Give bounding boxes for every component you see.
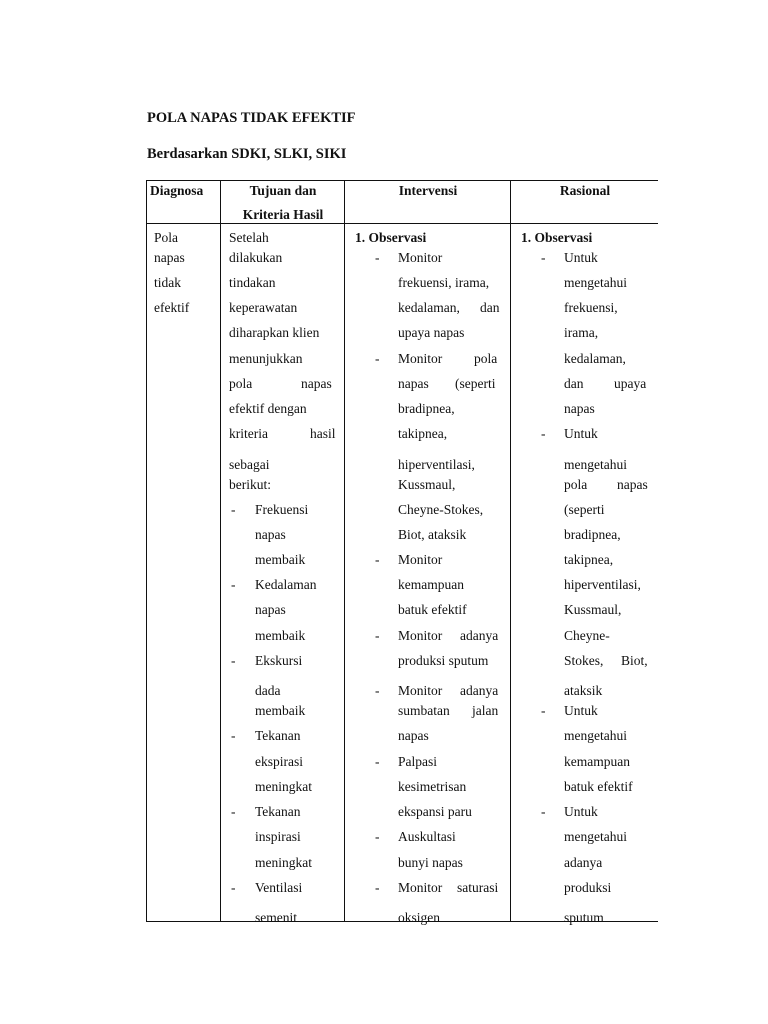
intervensi-text: kesimetrisan (398, 779, 467, 794)
list-dash: - (541, 250, 546, 265)
tujuan-text: efektif dengan (229, 401, 307, 416)
tujuan-text: napas (301, 376, 332, 391)
header-intervensi: Intervensi (398, 183, 458, 198)
intervensi-text: oksigen (398, 910, 440, 925)
table-top-border (146, 180, 658, 181)
intervensi-text: (seperti (455, 376, 496, 391)
intervensi-text: adanya (460, 628, 499, 643)
rasional-text: (seperti (564, 502, 605, 517)
tujuan-criteria: Kedalaman (255, 577, 317, 592)
rasional-text: hiperventilasi, (564, 577, 641, 592)
list-dash: - (541, 703, 546, 718)
intervensi-text: napas (398, 376, 429, 391)
diagnosa-line: Pola (154, 230, 179, 245)
intervensi-text: Monitor (398, 683, 443, 698)
list-dash: - (375, 628, 380, 643)
table-col-border (344, 180, 345, 922)
intervensi-text: sumbatan (398, 703, 450, 718)
rasional-text: mengetahui (564, 457, 627, 472)
rasional-text: adanya (564, 855, 603, 870)
tujuan-text: tindakan (229, 275, 276, 290)
intervensi-text: pola (474, 351, 498, 366)
tujuan-text: pola (229, 376, 253, 391)
rasional-text: bradipnea, (564, 527, 621, 542)
list-dash: - (541, 426, 546, 441)
rasional-text: takipnea, (564, 552, 614, 567)
intervensi-text: produksi sputum (398, 653, 489, 668)
tujuan-criteria: meningkat (255, 855, 312, 870)
tujuan-criteria: Ventilasi (255, 880, 303, 895)
rasional-text: napas (617, 477, 648, 492)
tujuan-text: Setelah (229, 230, 269, 245)
tujuan-text: hasil (310, 426, 336, 441)
rasional-text: Biot, (621, 653, 648, 668)
intervensi-text: frekuensi, irama, (398, 275, 490, 290)
rasional-text: napas (564, 401, 595, 416)
intervensi-text: dan (480, 300, 500, 315)
intervensi-text: Monitor (398, 351, 443, 366)
tujuan-criteria: Frekuensi (255, 502, 309, 517)
rasional-text: batuk efektif (564, 779, 633, 794)
list-dash: - (231, 502, 236, 517)
tujuan-text: menunjukkan (229, 351, 303, 366)
rasional-text: kedalaman, (564, 351, 626, 366)
intervensi-text: upaya napas (398, 325, 465, 340)
list-dash: - (375, 829, 380, 844)
intervensi-text: kemampuan (398, 577, 464, 592)
diagnosa-line: efektif (154, 300, 190, 315)
tujuan-text: diharapkan klien (229, 325, 320, 340)
intervensi-text: Monitor (398, 250, 443, 265)
list-dash: - (231, 728, 236, 743)
header-tujuan-line2: Kriteria Hasil (242, 207, 324, 222)
tujuan-text: keperawatan (229, 300, 298, 315)
intervensi-text: bunyi napas (398, 855, 463, 870)
list-dash: - (231, 577, 236, 592)
intervensi-text: batuk efektif (398, 602, 467, 617)
tujuan-text: sebagai (229, 457, 270, 472)
rasional-text: mengetahui (564, 275, 627, 290)
rasional-text: Kussmaul, (564, 602, 622, 617)
tujuan-criteria: ekspirasi (255, 754, 303, 769)
tujuan-criteria: Tekanan (255, 804, 301, 819)
rasional-text: irama, (564, 325, 599, 340)
intervensi-text: hiperventilasi, (398, 457, 475, 472)
list-dash: - (375, 683, 380, 698)
rasional-text: mengetahui (564, 829, 627, 844)
rasional-text: dan (564, 376, 584, 391)
header-diagnosa: Diagnosa (150, 183, 204, 198)
intervensi-text: Cheyne-Stokes, (398, 502, 484, 517)
diagnosa-line: tidak (154, 275, 181, 290)
tujuan-criteria: napas (255, 602, 286, 617)
rasional-text: mengetahui (564, 728, 627, 743)
rasional-text: Untuk (564, 703, 598, 718)
list-dash: - (231, 880, 236, 895)
intervensi-text: napas (398, 728, 429, 743)
diagnosa-line: napas (154, 250, 185, 265)
list-dash: - (375, 880, 380, 895)
rasional-heading: 1. Observasi (521, 230, 593, 245)
document-title: POLA NAPAS TIDAK EFEKTIF (147, 110, 356, 126)
table-col-border (510, 180, 511, 922)
intervensi-text: bradipnea, (398, 401, 455, 416)
table-col-border (146, 180, 147, 922)
list-dash: - (231, 804, 236, 819)
rasional-text: upaya (614, 376, 647, 391)
intervensi-text: Palpasi (398, 754, 437, 769)
tujuan-criteria: membaik (255, 628, 306, 643)
intervensi-text: Kussmaul, (398, 477, 456, 492)
list-dash: - (375, 351, 380, 366)
tujuan-criteria: inspirasi (255, 829, 301, 844)
rasional-text: Untuk (564, 250, 598, 265)
intervensi-text: kedalaman, (398, 300, 460, 315)
tujuan-criteria: membaik (255, 552, 306, 567)
intervensi-text: Monitor (398, 552, 443, 567)
list-dash: - (375, 250, 380, 265)
tujuan-criteria: membaik (255, 703, 306, 718)
list-dash: - (231, 653, 236, 668)
rasional-text: produksi (564, 880, 612, 895)
tujuan-criteria: semenit (255, 910, 297, 925)
rasional-text: Untuk (564, 426, 598, 441)
rasional-text: sputum (564, 910, 604, 925)
rasional-text: ataksik (564, 683, 603, 698)
list-dash: - (541, 804, 546, 819)
intervensi-text: takipnea, (398, 426, 448, 441)
intervensi-text: saturasi (457, 880, 499, 895)
tujuan-criteria: napas (255, 527, 286, 542)
table-col-border (220, 180, 221, 922)
intervensi-text: jalan (472, 703, 499, 718)
rasional-text: Stokes, (564, 653, 604, 668)
rasional-text: pola (564, 477, 588, 492)
rasional-text: frekuensi, (564, 300, 618, 315)
header-tujuan-line1: Tujuan dan (249, 183, 317, 198)
tujuan-criteria: Ekskursi (255, 653, 303, 668)
tujuan-criteria: Tekanan (255, 728, 301, 743)
intervensi-text: Auskultasi (398, 829, 456, 844)
header-rasional: Rasional (559, 183, 611, 198)
tujuan-criteria: meningkat (255, 779, 312, 794)
table-header-border (146, 223, 658, 224)
intervensi-text: Monitor (398, 880, 443, 895)
tujuan-criteria: dada (255, 683, 281, 698)
rasional-text: Cheyne- (564, 628, 610, 643)
rasional-text: Untuk (564, 804, 598, 819)
tujuan-text: dilakukan (229, 250, 283, 265)
list-dash: - (375, 754, 380, 769)
intervensi-text: Monitor (398, 628, 443, 643)
intervensi-text: adanya (460, 683, 499, 698)
tujuan-text: berikut: (229, 477, 271, 492)
list-dash: - (375, 552, 380, 567)
intervensi-text: Biot, ataksik (398, 527, 467, 542)
intervensi-heading: 1. Observasi (355, 230, 427, 245)
document-subtitle: Berdasarkan SDKI, SLKI, SIKI (147, 146, 347, 162)
intervensi-text: ekspansi paru (398, 804, 472, 819)
rasional-text: kemampuan (564, 754, 630, 769)
tujuan-text: kriteria (229, 426, 268, 441)
